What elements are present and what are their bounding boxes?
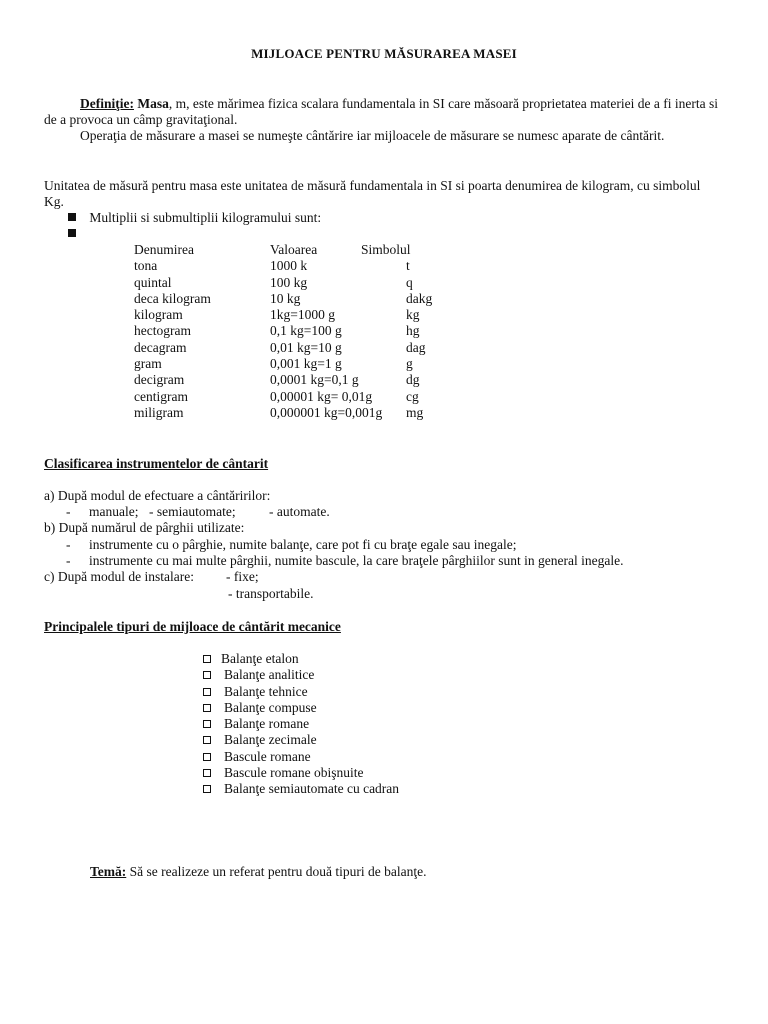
- list-item-label: Bascule romane: [224, 748, 311, 764]
- theme-text: Să se realizeze un referat pentru două tipuri de balanţe.: [129, 864, 427, 879]
- classification-b-item-1: instrumente cu o pârghie, numite balanţe, care pot fi cu braţe egale sau inegale;: [89, 537, 517, 552]
- list-item: [203, 684, 399, 700]
- table-header-value: Valoarea: [270, 242, 318, 257]
- definition-line-1: [80, 96, 718, 112]
- classification-c-line: c) După modul de instalare:: [44, 569, 194, 584]
- list-item: [203, 781, 399, 797]
- table-cell-symbol: dg: [406, 372, 420, 388]
- page-title: MIJLOACE PENTRU MĂSURAREA MASEI: [251, 46, 517, 61]
- table-cell-symbol: t: [406, 258, 410, 274]
- table-cell-value: 0,1 kg=100 g: [270, 323, 342, 339]
- table-cell-name: quintal: [134, 274, 172, 290]
- list-item: [203, 732, 399, 748]
- table-cell-name: hectogram: [134, 323, 191, 339]
- multiples-bullet: [68, 210, 321, 226]
- table-cell-symbol: hg: [406, 323, 420, 339]
- table-cell-symbol: cg: [406, 388, 419, 404]
- list-item-label: Balanţe compuse: [224, 699, 317, 715]
- list-item-label: Balanţe romane: [224, 716, 310, 732]
- table-cell-name: miligram: [134, 404, 184, 420]
- square-bullet-icon: [68, 229, 76, 237]
- table-cell-name: centigram: [134, 388, 188, 404]
- classification-c-item-2: - transportabile.: [228, 586, 314, 601]
- checkbox-icon: [203, 736, 211, 744]
- list-item: [203, 716, 399, 732]
- table-cell-value: 1000 k: [270, 258, 308, 274]
- unit-line-2: Kg.: [44, 194, 64, 209]
- theme-line: [90, 864, 426, 880]
- table-cell-symbol: dakg: [406, 290, 433, 306]
- checkbox-icon: [203, 688, 211, 696]
- dash-marker: -: [66, 537, 71, 552]
- table-cell-name: deca kilogram: [134, 290, 211, 306]
- definition-text: , m, este mărimea fizica scalara fundamentala in SI care măsoară proprietatea materiei de a fi inerta si: [168, 96, 718, 111]
- checkbox-icon: [203, 655, 211, 663]
- table-cell-symbol: kg: [406, 307, 420, 323]
- table-cell-name: tona: [134, 258, 158, 274]
- list-item-label: Balanţe zecimale: [224, 732, 317, 748]
- types-list: [203, 651, 399, 798]
- table-cell-symbol: mg: [406, 404, 424, 420]
- table-cell-symbol: q: [406, 274, 413, 290]
- classification-a-item-2: - semiautomate;: [149, 504, 236, 519]
- dash-marker: -: [66, 504, 71, 519]
- list-item: [203, 700, 399, 716]
- table-cell-value: 0,0001 kg=0,1 g: [270, 372, 359, 388]
- table-cell-value: 10 kg: [270, 290, 301, 306]
- classification-a-line: a) După modul de efectuare a cântăririlor:: [44, 488, 271, 503]
- classification-a-item-3: - automate.: [269, 504, 330, 519]
- unit-line-1: Unitatea de măsură pentru masa este unitatea de măsură fundamentala in SI si poarta denumirea de kilogram, cu simbolul: [44, 178, 701, 193]
- table-cell-name: gram: [134, 356, 162, 372]
- list-item: [203, 765, 399, 781]
- definition-line-3: Operaţia de măsurare a masei se numeşte cântărire iar mijloacele de măsurare se numesc aparate de cântărit.: [80, 128, 665, 143]
- dash-marker: -: [66, 553, 71, 568]
- table-cell-value: 1kg=1000 g: [270, 307, 335, 323]
- multiples-bullet-text: Multiplii si submultiplii kilogramului sunt:: [89, 210, 322, 225]
- list-item: [203, 749, 399, 765]
- classification-a-item-1: manuale;: [89, 504, 139, 519]
- types-heading: Principalele tipuri de mijloace de cântărit mecanice: [44, 619, 341, 634]
- checkbox-icon: [203, 671, 211, 679]
- definition-label: Definiţie:: [80, 96, 134, 111]
- checkbox-icon: [203, 785, 211, 793]
- table-cell-value: 0,01 kg=10 g: [270, 339, 342, 355]
- table-cell-name: kilogram: [134, 307, 183, 323]
- checkbox-icon: [203, 720, 211, 728]
- definition-line-2: de a provoca un câmp gravitaţional.: [44, 112, 238, 127]
- list-item-label: Balanţe semiautomate cu cadran: [224, 781, 400, 797]
- table-header-symbol: Simbolul: [361, 242, 411, 257]
- list-item: [203, 667, 399, 683]
- classification-heading: Clasificarea instrumentelor de cântarit: [44, 456, 269, 471]
- checkbox-icon: [203, 769, 211, 777]
- definition-term: Masa: [137, 96, 169, 111]
- table-header-name: Denumirea: [134, 242, 194, 257]
- classification-b-line: b) După numărul de pârghii utilizate:: [44, 520, 245, 535]
- list-item: [203, 651, 399, 667]
- list-item-label: Balanţe analitice: [224, 667, 315, 683]
- checkbox-icon: [203, 704, 211, 712]
- table-cell-value: 0,00001 kg= 0,01g: [270, 388, 373, 404]
- table-cell-name: decigram: [134, 372, 185, 388]
- list-item-label: Bascule romane obişnuite: [224, 765, 364, 781]
- list-item-label: Balanţe tehnice: [224, 683, 308, 699]
- classification-c-item-1: - fixe;: [226, 569, 259, 584]
- table-cell-symbol: dag: [406, 339, 426, 355]
- table-cell-symbol: g: [406, 356, 413, 372]
- table-cell-value: 0,001 kg=1 g: [270, 356, 342, 372]
- table-cell-value: 0,000001 kg=0,001g: [270, 404, 383, 420]
- list-item-label: Balanţe etalon: [221, 651, 299, 666]
- empty-bullet: [68, 226, 76, 242]
- table-cell-name: decagram: [134, 339, 187, 355]
- classification-b-item-2: instrumente cu mai multe pârghii, numite bascule, la care braţele pârghiilor sunt in general inegale.: [89, 553, 624, 568]
- theme-label: Temă:: [90, 864, 127, 879]
- checkbox-icon: [203, 753, 211, 761]
- table-cell-value: 100 kg: [270, 274, 308, 290]
- square-bullet-icon: [68, 213, 76, 221]
